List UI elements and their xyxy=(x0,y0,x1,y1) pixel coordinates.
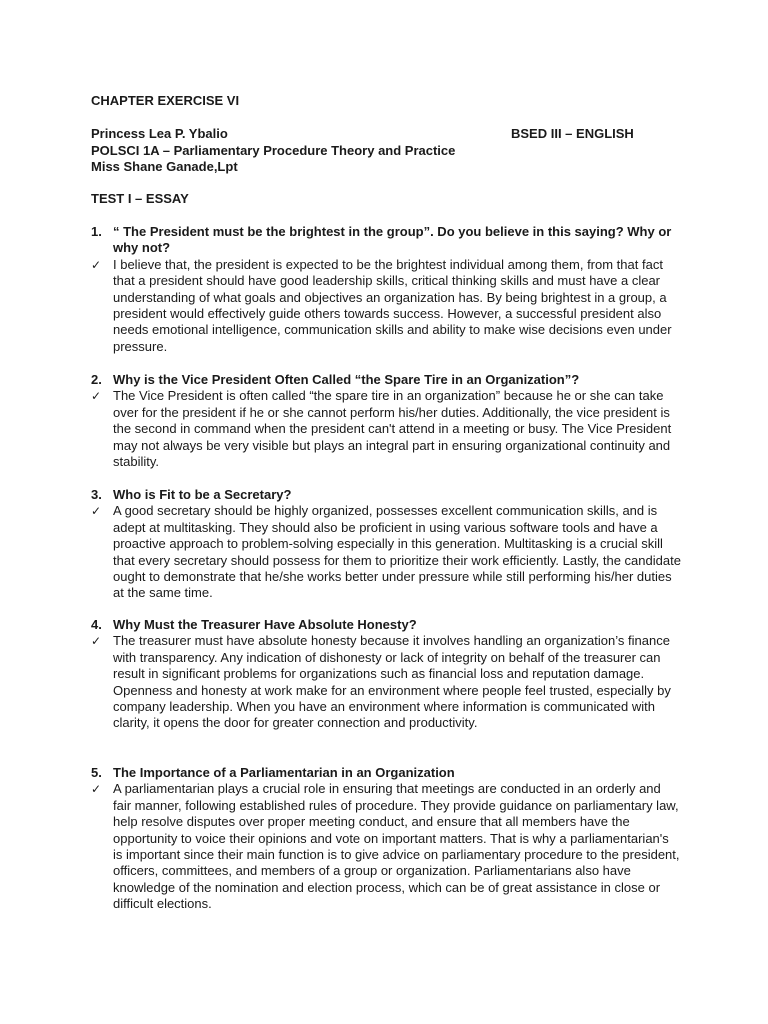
checkmark-icon: ✓ xyxy=(91,504,102,519)
answer xyxy=(91,633,681,731)
answer-text: The treasurer must have absolute honesty because it involves handling an organization’s finance with transparency. Any indication of dishonesty or lack of integrity on behalf of the treasurer can result in significant problems for organizations such as financial loss and reputation damage. Openness and honesty at work make for an environment where people feel trusted, especially by company leadership. When you have an environment where information is communicated with clarity, it opens the door for greater connection and productivity. xyxy=(113,633,671,731)
question-number: 2. xyxy=(91,372,102,387)
question xyxy=(91,617,681,633)
answer xyxy=(91,781,681,912)
chapter-title: CHAPTER EXERCISE VI xyxy=(91,93,240,108)
student-name: Princess Lea P. Ybalio xyxy=(91,126,228,141)
instructor-line: Miss Shane Ganade,Lpt xyxy=(91,159,238,174)
question xyxy=(91,765,681,781)
answer-text: A good secretary should be highly organized, possesses excellent communication skills, and is adept at multitasking. They should also be proficient in using various software tools and have a proactive approach to problem-solving especially in this generation. Multitasking is a crucial skill that every secretary should possess for them to prioritize their work efficiently. Lastly, the candidate ought to demonstrate that he/she works better under pressure while still performing his/her duties at the same time. xyxy=(113,503,681,601)
answer xyxy=(91,503,681,601)
essay-item-1 xyxy=(91,224,681,355)
checkmark-icon: ✓ xyxy=(91,634,102,649)
answer-text: The Vice President is often called “the spare tire in an organization” because he or she can take over for the president if he or she cannot perform his/her duties. Additionally, the vice president is the second in command when the president can't attend in a meeting or busy. The Vice President may not always be very visible but plays an integral part in ensuring organizational continuity and stability. xyxy=(113,388,672,470)
subject-line: POLSCI 1A – Parliamentary Procedure Theory and Practice xyxy=(91,143,456,158)
essay-item-5 xyxy=(91,765,681,913)
checkmark-icon: ✓ xyxy=(91,782,102,797)
answer-text: A parliamentarian plays a crucial role in ensuring that meetings are conducted in an orderly and fair manner, following established rules of procedure. They provide guidance on parliamentary law, help resolve disputes over proper meeting conduct, and ensure that all members have the opportunity to voice their opinions and vote on important matters. That is why a parliamentarian's is important since their main function is to give advice on parliamentary procedure to the president, officers, committees, and members of a group or organization. Parliamentarians also have knowledge of the nomination and election process, which can be of great assistance in close or difficult elections. xyxy=(113,781,680,912)
essay-item-4 xyxy=(91,617,681,732)
question-text: Why is the Vice President Often Called “the Spare Tire in an Organization”? xyxy=(113,372,580,387)
answer-text: I believe that, the president is expected to be the brightest individual among them, from that fact that a president should have good leadership skills, critical thinking skills and must have a clear understanding of what goals and objectives an organization has. By being brightest in a group, a president would effectively guide others towards success. However, a successful president also needs emotional intelligence, communication skills and ability to make wise decisions even under pressure. xyxy=(113,256,672,354)
essay-item-2 xyxy=(91,372,681,470)
checkmark-icon: ✓ xyxy=(91,257,102,272)
essay-item-3 xyxy=(91,487,681,602)
question-number: 5. xyxy=(91,765,102,780)
answer xyxy=(91,257,681,355)
test-title: TEST I – ESSAY xyxy=(91,191,189,206)
student-info-row xyxy=(91,126,651,143)
student-course: BSED III – ENGLISH xyxy=(511,126,634,141)
answer xyxy=(91,388,681,470)
question xyxy=(91,372,681,388)
question xyxy=(91,224,681,257)
question-text: Why Must the Treasurer Have Absolute Honesty? xyxy=(113,617,417,632)
question-number: 3. xyxy=(91,487,102,502)
question-number: 1. xyxy=(91,224,102,239)
question-text: “ The President must be the brightest in the group”. Do you believe in this saying? Why or why not? xyxy=(113,224,672,256)
question-number: 4. xyxy=(91,617,102,632)
question-text: Who is Fit to be a Secretary? xyxy=(113,487,292,502)
checkmark-icon: ✓ xyxy=(91,389,102,404)
question-text: The Importance of a Parliamentarian in an Organization xyxy=(113,765,455,780)
question xyxy=(91,487,681,503)
